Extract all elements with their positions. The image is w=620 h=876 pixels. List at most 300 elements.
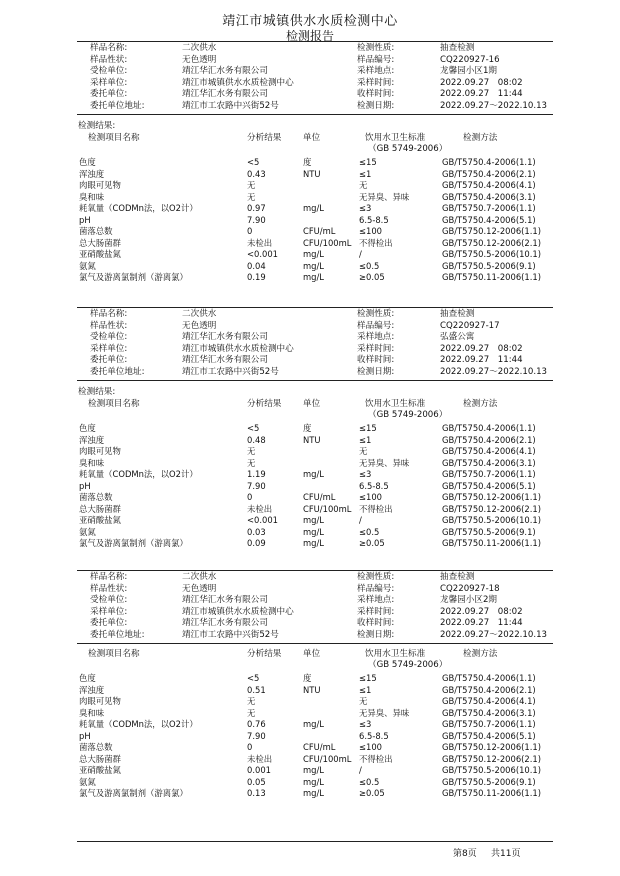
table-row — [0, 719, 620, 731]
info-row — [0, 607, 620, 619]
col-unit-header: 单位 — [303, 649, 321, 659]
sample-no-value: CQ220927-16 — [440, 54, 500, 65]
col-standard-ref: （GB 5749-2006） — [368, 660, 448, 670]
divider — [77, 841, 553, 842]
method-value: GB/T5750.4-2006(1.1) — [442, 673, 536, 683]
receipt-time-value: 2022.09.27 11:44 — [440, 355, 523, 365]
sampling-unit-label: 采样单位: — [90, 606, 128, 617]
info-row — [0, 43, 620, 55]
method-value: GB/T5750.4-2006(3.1) — [442, 457, 536, 468]
standard-value: 不得检出 — [359, 237, 393, 248]
unit-value: NTU — [303, 434, 321, 445]
result-value: 0.05 — [247, 776, 266, 787]
standard-value: 6.5-8.5 — [359, 480, 389, 491]
standard-value: 无异臭、异味 — [359, 707, 410, 718]
info-row — [0, 367, 620, 379]
result-value: 7.90 — [247, 214, 266, 225]
item-name: 色度 — [79, 673, 96, 683]
client-unit-value: 靖江华汇水务有限公司 — [182, 618, 268, 628]
col-result-header: 分析结果 — [247, 399, 282, 409]
page-total: 共11页 — [491, 849, 521, 859]
unit-value: mg/L — [303, 469, 324, 479]
client-address-label: 委托单位地址: — [90, 366, 145, 377]
results-table-3 — [0, 673, 620, 800]
item-name: 氯气及游离氯制剂（游离氯） — [79, 788, 188, 798]
item-name: 肉眼可见物 — [79, 180, 121, 190]
result-value: 无 — [247, 457, 256, 468]
standard-value: ≥0.05 — [359, 272, 385, 282]
result-value: 无 — [247, 180, 256, 190]
standard-value: ≤0.5 — [359, 260, 380, 271]
info-row — [0, 595, 620, 607]
result-value: 0.13 — [247, 788, 266, 798]
client-unit-label: 委托单位: — [90, 618, 128, 628]
result-value: <0.001 — [247, 249, 278, 259]
table-row — [0, 469, 620, 481]
table-row — [0, 696, 620, 708]
test-date-label: 检测日期: — [357, 366, 395, 377]
table-row — [0, 765, 620, 777]
standard-value: ≤1 — [359, 434, 372, 445]
col-standard-ref: （GB 5749-2006） — [368, 144, 448, 154]
info-row — [0, 89, 620, 101]
table-row — [0, 169, 620, 181]
receipt-time-value: 2022.09.27 11:44 — [440, 89, 523, 99]
col-item-header: 检测项目名称 — [88, 649, 140, 659]
item-name: 菌落总数 — [79, 742, 113, 752]
method-value: GB/T5750.4-2006(4.1) — [442, 180, 536, 190]
item-name: 总大肠菌群 — [79, 753, 121, 764]
sampling-time-value: 2022.09.27 08:02 — [440, 606, 523, 617]
method-value: GB/T5750.4-2006(3.1) — [442, 191, 536, 202]
result-value: 0.03 — [247, 526, 266, 537]
test-nature-value: 抽查检测 — [440, 572, 475, 582]
standard-value: ≤3 — [359, 719, 372, 729]
col-standard-header: 饮用水卫生标准 — [365, 133, 426, 143]
table-row — [0, 249, 620, 261]
col-unit-header: 单位 — [303, 399, 321, 409]
table-row — [0, 788, 620, 800]
unit-value: mg/L — [303, 719, 324, 729]
col-result-header: 分析结果 — [247, 649, 282, 659]
standard-value: 无 — [359, 696, 368, 706]
sampling-time-value: 2022.09.27 08:02 — [440, 343, 523, 354]
unit-value: mg/L — [303, 515, 324, 525]
table-row — [0, 435, 620, 447]
info-row — [0, 55, 620, 67]
col-method-header: 检测方法 — [463, 399, 498, 409]
table-row — [0, 538, 620, 550]
method-value: GB/T5750.7-2006(1.1) — [442, 203, 536, 213]
receipt-time-label: 收样时间: — [357, 618, 395, 628]
col-method-header: 检测方法 — [463, 649, 498, 659]
divider — [77, 307, 553, 308]
client-address-value: 靖江市工农路中兴街52号 — [182, 100, 279, 111]
result-value: 无 — [247, 191, 256, 202]
item-name: 亚硝酸盐氮 — [79, 249, 121, 259]
item-name: 氨氮 — [79, 776, 96, 787]
sampling-site-value: 龙馨园小区1期 — [440, 66, 498, 76]
info-row — [0, 572, 620, 584]
col-standard-header: 饮用水卫生标准 — [365, 399, 426, 409]
item-name: 浑浊度 — [79, 168, 105, 179]
info-row — [0, 618, 620, 630]
method-value: GB/T5750.5-2006(9.1) — [442, 260, 536, 271]
sample-no-label: 样品编号: — [357, 583, 395, 594]
standard-value: ≤0.5 — [359, 776, 380, 787]
table-row — [0, 261, 620, 273]
result-value: 无 — [247, 696, 256, 706]
divider — [77, 570, 553, 571]
receipt-time-value: 2022.09.27 11:44 — [440, 618, 523, 628]
unit-value: mg/L — [303, 765, 324, 775]
result-value: 7.90 — [247, 730, 266, 741]
table-row — [0, 708, 620, 720]
table-row — [0, 492, 620, 504]
item-name: 氯气及游离氯制剂（游离氯） — [79, 272, 188, 282]
sample-info-1 — [0, 43, 620, 112]
report-title: 靖江市城镇供水水质检测中心 — [222, 14, 398, 29]
col-item-header: 检测项目名称 — [88, 133, 140, 143]
item-name: pH — [79, 214, 91, 225]
table-row — [0, 157, 620, 169]
method-value: GB/T5750.4-2006(1.1) — [442, 157, 536, 167]
sampling-unit-label: 采样单位: — [90, 343, 128, 354]
table-row — [0, 458, 620, 470]
standard-value: ≤15 — [359, 673, 377, 683]
sampling-site-label: 采样地点: — [357, 66, 395, 76]
sample-trait-label: 样品性状: — [90, 320, 128, 331]
info-row — [0, 321, 620, 333]
item-name: pH — [79, 730, 91, 741]
result-value: 0 — [247, 492, 253, 502]
method-value: GB/T5750.5-2006(10.1) — [442, 249, 541, 259]
page-number: 第8页 — [453, 849, 477, 859]
item-name: 浑浊度 — [79, 434, 105, 445]
test-nature-value: 抽查检测 — [440, 43, 475, 53]
unit-value: mg/L — [303, 272, 324, 282]
item-name: 亚硝酸盐氮 — [79, 515, 121, 525]
item-name: 亚硝酸盐氮 — [79, 765, 121, 775]
test-date-value: 2022.09.27～2022.10.13 — [440, 629, 548, 640]
divider — [77, 41, 553, 42]
result-value: 无 — [247, 446, 256, 456]
commissioned-unit-label: 受检单位: — [90, 595, 128, 605]
item-name: 臭和味 — [79, 707, 105, 718]
unit-value: NTU — [303, 168, 321, 179]
standard-value: ≤0.5 — [359, 526, 380, 537]
info-row — [0, 78, 620, 90]
method-value: GB/T5750.11-2006(1.1) — [442, 788, 541, 798]
sample-trait-value: 无色透明 — [182, 54, 217, 65]
unit-value: 度 — [303, 673, 312, 683]
table-row — [0, 527, 620, 539]
col-unit-header: 单位 — [303, 133, 321, 143]
item-name: 氨氮 — [79, 526, 96, 537]
unit-value: CFU/100mL — [303, 503, 352, 514]
item-name: pH — [79, 480, 91, 491]
method-value: GB/T5750.4-2006(2.1) — [442, 168, 536, 179]
sampling-time-label: 采样时间: — [357, 77, 395, 88]
unit-value: NTU — [303, 684, 321, 695]
result-value: 未检出 — [247, 753, 273, 764]
commissioned-unit-value: 靖江华汇水务有限公司 — [182, 332, 268, 342]
standard-value: 6.5-8.5 — [359, 214, 389, 225]
sampling-unit-label: 采样单位: — [90, 77, 128, 88]
sample-name-label: 样品名称: — [90, 309, 128, 319]
test-date-value: 2022.09.27～2022.10.13 — [440, 100, 548, 111]
item-name: 色度 — [79, 157, 96, 167]
client-address-value: 靖江市工农路中兴街52号 — [182, 629, 279, 640]
result-value: 未检出 — [247, 503, 273, 514]
sampling-site-label: 采样地点: — [357, 332, 395, 342]
unit-value: mg/L — [303, 776, 324, 787]
sampling-site-label: 采样地点: — [357, 595, 395, 605]
unit-value: mg/L — [303, 203, 324, 213]
table-row — [0, 754, 620, 766]
divider — [77, 114, 553, 115]
item-name: 总大肠菌群 — [79, 503, 121, 514]
info-row — [0, 584, 620, 596]
item-name: 肉眼可见物 — [79, 696, 121, 706]
standard-value: ≤3 — [359, 203, 372, 213]
method-value: GB/T5750.4-2006(5.1) — [442, 730, 536, 741]
commissioned-unit-label: 受检单位: — [90, 66, 128, 76]
item-name: 氯气及游离氯制剂（游离氯） — [79, 538, 188, 548]
col-standard-header: 饮用水卫生标准 — [365, 649, 426, 659]
table-row — [0, 180, 620, 192]
result-value: <5 — [247, 673, 260, 683]
client-address-label: 委托单位地址: — [90, 100, 145, 111]
result-value: 0.04 — [247, 260, 266, 271]
sample-name-value: 二次供水 — [182, 572, 217, 582]
info-row — [0, 332, 620, 344]
sampling-site-value: 弘盛公寓 — [440, 332, 475, 342]
test-nature-label: 检测性质: — [357, 309, 395, 319]
results-label: 检测结果: — [78, 387, 116, 397]
table-row — [0, 446, 620, 458]
unit-value: CFU/mL — [303, 226, 336, 236]
table-row — [0, 515, 620, 527]
info-row — [0, 101, 620, 113]
sampling-site-value: 龙馨园小区2期 — [440, 595, 498, 605]
method-value: GB/T5750.4-2006(1.1) — [442, 423, 536, 433]
method-value: GB/T5750.5-2006(10.1) — [442, 515, 541, 525]
unit-value: mg/L — [303, 260, 324, 271]
sample-no-value: CQ220927-18 — [440, 583, 500, 594]
method-value: GB/T5750.4-2006(2.1) — [442, 434, 536, 445]
result-value: 1.19 — [247, 469, 266, 479]
standard-value: 无 — [359, 446, 368, 456]
col-item-header: 检测项目名称 — [88, 399, 140, 409]
sampling-unit-value: 靖江市城镇供水水质检测中心 — [182, 606, 294, 617]
sample-name-value: 二次供水 — [182, 43, 217, 53]
result-value: 0.001 — [247, 765, 271, 775]
info-row — [0, 309, 620, 321]
result-value: <5 — [247, 157, 260, 167]
unit-value: mg/L — [303, 249, 324, 259]
method-value: GB/T5750.4-2006(4.1) — [442, 446, 536, 456]
table-row — [0, 685, 620, 697]
result-value: 7.90 — [247, 480, 266, 491]
result-value: <5 — [247, 423, 260, 433]
col-standard-ref: （GB 5749-2006） — [368, 410, 448, 420]
unit-value: CFU/100mL — [303, 237, 352, 248]
info-row — [0, 66, 620, 78]
standard-value: ≤1 — [359, 168, 372, 179]
table-row — [0, 226, 620, 238]
standard-value: ≤100 — [359, 742, 383, 752]
standard-value: / — [359, 249, 362, 259]
method-value: GB/T5750.5-2006(9.1) — [442, 776, 536, 787]
client-unit-label: 委托单位: — [90, 355, 128, 365]
standard-value: ≤1 — [359, 684, 372, 695]
method-value: GB/T5750.5-2006(10.1) — [442, 765, 541, 775]
sample-info-3 — [0, 572, 620, 641]
result-value: 无 — [247, 707, 256, 718]
item-name: 浑浊度 — [79, 684, 105, 695]
table-row — [0, 203, 620, 215]
sample-no-label: 样品编号: — [357, 320, 395, 331]
table-row — [0, 423, 620, 435]
method-value: GB/T5750.5-2006(9.1) — [442, 526, 536, 537]
table-row — [0, 481, 620, 493]
sample-name-label: 样品名称: — [90, 572, 128, 582]
sample-name-label: 样品名称: — [90, 43, 128, 53]
method-value: GB/T5750.4-2006(5.1) — [442, 214, 536, 225]
result-value: 0 — [247, 742, 253, 752]
result-value: 0.19 — [247, 272, 266, 282]
unit-value: 度 — [303, 157, 312, 167]
item-name: 耗氧量（CODMn法，以O2计） — [79, 203, 198, 213]
method-value: GB/T5750.7-2006(1.1) — [442, 719, 536, 729]
standard-value: / — [359, 765, 362, 775]
method-value: GB/T5750.11-2006(1.1) — [442, 272, 541, 282]
result-value: <0.001 — [247, 515, 278, 525]
standard-value: 6.5-8.5 — [359, 730, 389, 741]
unit-value: 度 — [303, 423, 312, 433]
info-row — [0, 630, 620, 642]
standard-value: 不得检出 — [359, 753, 393, 764]
sampling-unit-value: 靖江市城镇供水水质检测中心 — [182, 77, 294, 88]
col-method-header: 检测方法 — [463, 133, 498, 143]
item-name: 菌落总数 — [79, 492, 113, 502]
method-value: GB/T5750.12-2006(2.1) — [442, 503, 541, 514]
results-label: 检测结果: — [78, 121, 116, 131]
item-name: 总大肠菌群 — [79, 237, 121, 248]
item-name: 色度 — [79, 423, 96, 433]
result-value: 0.09 — [247, 538, 266, 548]
test-nature-value: 抽查检测 — [440, 309, 475, 319]
info-row — [0, 355, 620, 367]
item-name: 菌落总数 — [79, 226, 113, 236]
result-value: 未检出 — [247, 237, 273, 248]
table-row — [0, 238, 620, 250]
sample-trait-label: 样品性状: — [90, 583, 128, 594]
sample-no-value: CQ220927-17 — [440, 320, 500, 331]
test-date-value: 2022.09.27～2022.10.13 — [440, 366, 548, 377]
item-name: 臭和味 — [79, 191, 105, 202]
standard-value: ≤3 — [359, 469, 372, 479]
info-row — [0, 344, 620, 356]
method-value: GB/T5750.12-2006(1.1) — [442, 226, 541, 236]
unit-value: CFU/mL — [303, 492, 336, 502]
client-address-label: 委托单位地址: — [90, 629, 145, 640]
item-name: 氨氮 — [79, 260, 96, 271]
test-nature-label: 检测性质: — [357, 572, 395, 582]
unit-value: mg/L — [303, 526, 324, 537]
method-value: GB/T5750.4-2006(2.1) — [442, 684, 536, 695]
results-table-1 — [0, 157, 620, 284]
divider — [77, 380, 553, 381]
report-subtitle: 检测报告 — [285, 29, 334, 43]
standard-value: 不得检出 — [359, 503, 393, 514]
commissioned-unit-value: 靖江华汇水务有限公司 — [182, 66, 268, 76]
divider — [77, 643, 553, 644]
method-value: GB/T5750.12-2006(2.1) — [442, 237, 541, 248]
sampling-time-label: 采样时间: — [357, 606, 395, 617]
method-value: GB/T5750.12-2006(1.1) — [442, 492, 541, 502]
sample-trait-value: 无色透明 — [182, 320, 217, 331]
commissioned-unit-label: 受检单位: — [90, 332, 128, 342]
sample-trait-label: 样品性状: — [90, 54, 128, 65]
sample-name-value: 二次供水 — [182, 309, 217, 319]
standard-value: ≥0.05 — [359, 538, 385, 548]
test-nature-label: 检测性质: — [357, 43, 395, 53]
method-value: GB/T5750.12-2006(1.1) — [442, 742, 541, 752]
test-date-label: 检测日期: — [357, 100, 395, 111]
table-row — [0, 504, 620, 516]
standard-value: ≤15 — [359, 423, 377, 433]
method-value: GB/T5750.4-2006(4.1) — [442, 696, 536, 706]
unit-value: CFU/mL — [303, 742, 336, 752]
unit-value: mg/L — [303, 538, 324, 548]
item-name: 肉眼可见物 — [79, 446, 121, 456]
standard-value: ≤15 — [359, 157, 377, 167]
result-value: 0.48 — [247, 434, 266, 445]
client-unit-label: 委托单位: — [90, 89, 128, 99]
result-value: 0.51 — [247, 684, 266, 695]
table-row — [0, 777, 620, 789]
method-value: GB/T5750.11-2006(1.1) — [442, 538, 541, 548]
client-address-value: 靖江市工农路中兴街52号 — [182, 366, 279, 377]
sample-trait-value: 无色透明 — [182, 583, 217, 594]
result-value: 0 — [247, 226, 253, 236]
table-row — [0, 272, 620, 284]
receipt-time-label: 收样时间: — [357, 355, 395, 365]
test-date-label: 检测日期: — [357, 629, 395, 640]
method-value: GB/T5750.4-2006(3.1) — [442, 707, 536, 718]
unit-value: CFU/100mL — [303, 753, 352, 764]
item-name: 耗氧量（CODMn法，以O2计） — [79, 469, 198, 479]
sample-no-label: 样品编号: — [357, 54, 395, 65]
standard-value: / — [359, 515, 362, 525]
sampling-time-value: 2022.09.27 08:02 — [440, 77, 523, 88]
table-row — [0, 731, 620, 743]
method-value: GB/T5750.4-2006(5.1) — [442, 480, 536, 491]
client-unit-value: 靖江华汇水务有限公司 — [182, 355, 268, 365]
standard-value: 无 — [359, 180, 368, 190]
result-value: 0.43 — [247, 168, 266, 179]
standard-value: ≤100 — [359, 226, 383, 236]
table-row — [0, 215, 620, 227]
table-row — [0, 192, 620, 204]
table-row — [0, 742, 620, 754]
unit-value: mg/L — [303, 788, 324, 798]
col-result-header: 分析结果 — [247, 133, 282, 143]
sample-info-2 — [0, 309, 620, 378]
method-value: GB/T5750.7-2006(1.1) — [442, 469, 536, 479]
